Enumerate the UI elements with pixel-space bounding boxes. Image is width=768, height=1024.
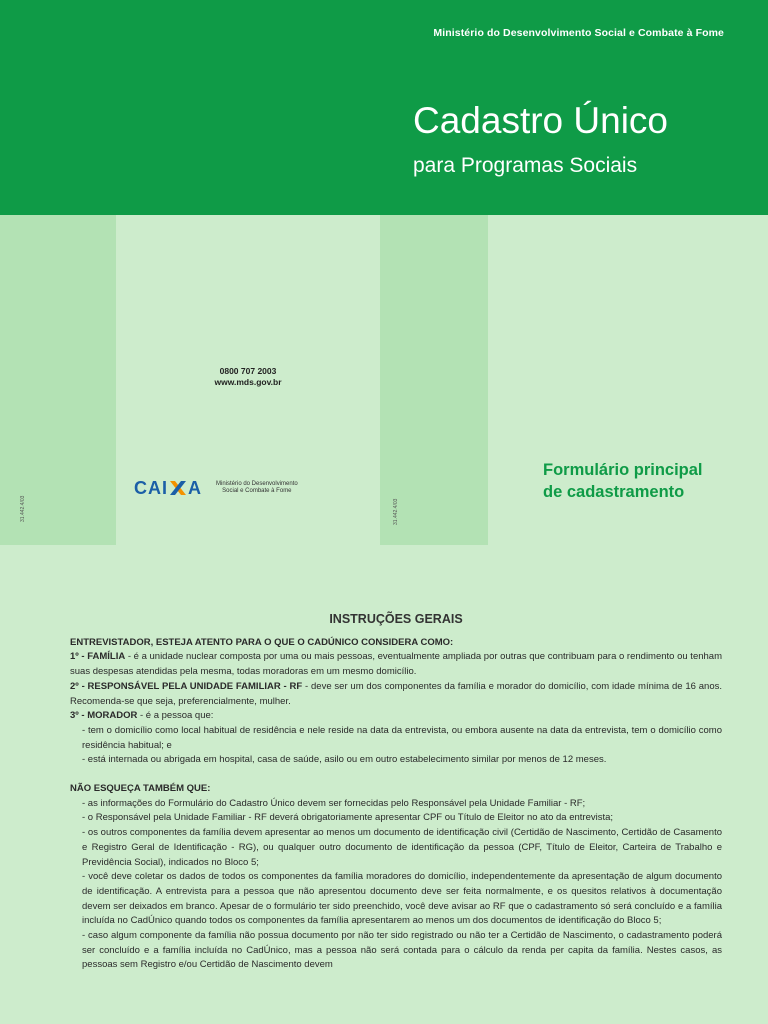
definition-text: - deve ser um dos componentes da família e morador do domicílio, com idade mínima de 16 anos. Recomenda-se que seja, preferencialmente, mulher. xyxy=(70,680,722,707)
print-code: 31.442.4/03 xyxy=(393,498,399,525)
svg-text:CAI: CAI xyxy=(134,478,168,498)
form-title-line1: Formulário principal xyxy=(543,461,703,479)
remember-heading: NÃO ESQUEÇA TAMBÉM QUE: xyxy=(70,783,211,795)
definition-text: - é a unidade nuclear composta por uma ou mais pessoas, eventualmente ampliada por outras que contribuam para o rendimento ou tenham suas despesas atendidas pela mesma, todas moradoras em um mesmo domicílio. xyxy=(70,651,722,678)
spine-panel-right xyxy=(380,215,488,545)
contact-phone: 0800 707 2003 xyxy=(219,366,277,376)
cover-header xyxy=(0,0,768,215)
cover-title: Cadastro Único xyxy=(413,100,669,141)
definition-text: - é a pessoa que: xyxy=(137,710,214,722)
ministry-name: Ministério do Desenvolvimento Social e Combate à Fome xyxy=(433,27,724,39)
definition-item xyxy=(70,680,722,709)
reminder-item: - as informações do Formulário do Cadastro Único devem ser fornecidas pelo Responsável pela Unidade Familiar - RF; xyxy=(82,797,586,809)
caixa-x-icon xyxy=(170,481,186,495)
reminder-item: - caso algum componente da família não possua documento por não ter sido registrado ou não ter a Certidão de Nascimento, o cadastramento poderá ser concluído e a família incluída no CadÚnico, mas a pessoa não será contada para o cálculo da renda per capita da família. Nestes casos, as pessoas sem Registro e/ou Certidão de Nascimento devem xyxy=(82,930,722,971)
general-instructions xyxy=(70,612,722,973)
reminder-item: - o Responsável pela Unidade Familiar - RF deverá obrigatoriamente apresentar CPF ou Título de Eleitor no ato da entrevista; xyxy=(82,812,614,824)
caixa-logo xyxy=(134,478,208,498)
morador-item: - tem o domicílio como local habitual de residência e nele reside na data da entrevista, ou embora ausente na data da entrevista, tem o domicílio como residência habitual; e xyxy=(82,724,722,751)
sponsor-logos xyxy=(134,478,298,498)
definition-item xyxy=(70,709,722,724)
cover-subtitle: para Programas Sociais xyxy=(413,154,638,177)
reminder-item: - você deve coletar os dados de todos os componentes da família moradores do domicílio, independentemente da apresentação de algum documento de identificação. A entrevista para a pessoa que não apresentou documento deve ser feita normalmente, e os quesitos relativos à documentação devem ser deixados em branco. Apesar de o formulário ter sido preenchido, você deve avisar ao RF que o cadastramento só será concluído e a família incluída no CadÚnico quando todos os componentes da família apresentarem ao menos um dos documentos de identificação do Bloco 5; xyxy=(82,871,722,927)
definition-item xyxy=(70,650,722,679)
reminder-item: - os outros componentes da família devem apresentar ao menos um documento de identificação civil (Certidão de Nascimento, Certidão de Casamento e Registro Geral de Identificação - RG), ou qualquer outro documento de identificação da pessoa (CPF, Título de Eleitor, Carteira de Trabalho e Previdência Social), indicados no Bloco 5; xyxy=(82,827,722,868)
definition-term: 1º - FAMÍLIA xyxy=(70,651,126,663)
definition-term: 2º - RESPONSÁVEL PELA UNIDADE FAMILIAR - RF xyxy=(70,680,303,692)
spine-panel-left xyxy=(0,215,116,545)
print-code: 31.442.4/03 xyxy=(20,495,26,522)
instructions-title: INSTRUÇÕES GERAIS xyxy=(329,612,463,626)
attention-heading: ENTREVISTADOR, ESTEJA ATENTO PARA O QUE O CADÚNICO CONSIDERA COMO: xyxy=(70,636,454,648)
definition-term: 3º - MORADOR xyxy=(70,710,138,722)
form-title xyxy=(543,459,703,503)
ministry-logo-text: Ministério do Desenvolvimento Social e Combate à Fome xyxy=(216,481,298,494)
contact-website: www.mds.gov.br xyxy=(214,377,282,387)
form-title-line2: de cadastramento xyxy=(543,483,685,501)
contact-info xyxy=(116,366,380,388)
morador-item: - está internada ou abrigada em hospital, casa de saúde, asilo ou em outro estabelecimento similar por menos de 12 meses. xyxy=(82,754,607,766)
svg-text:A: A xyxy=(188,478,201,498)
